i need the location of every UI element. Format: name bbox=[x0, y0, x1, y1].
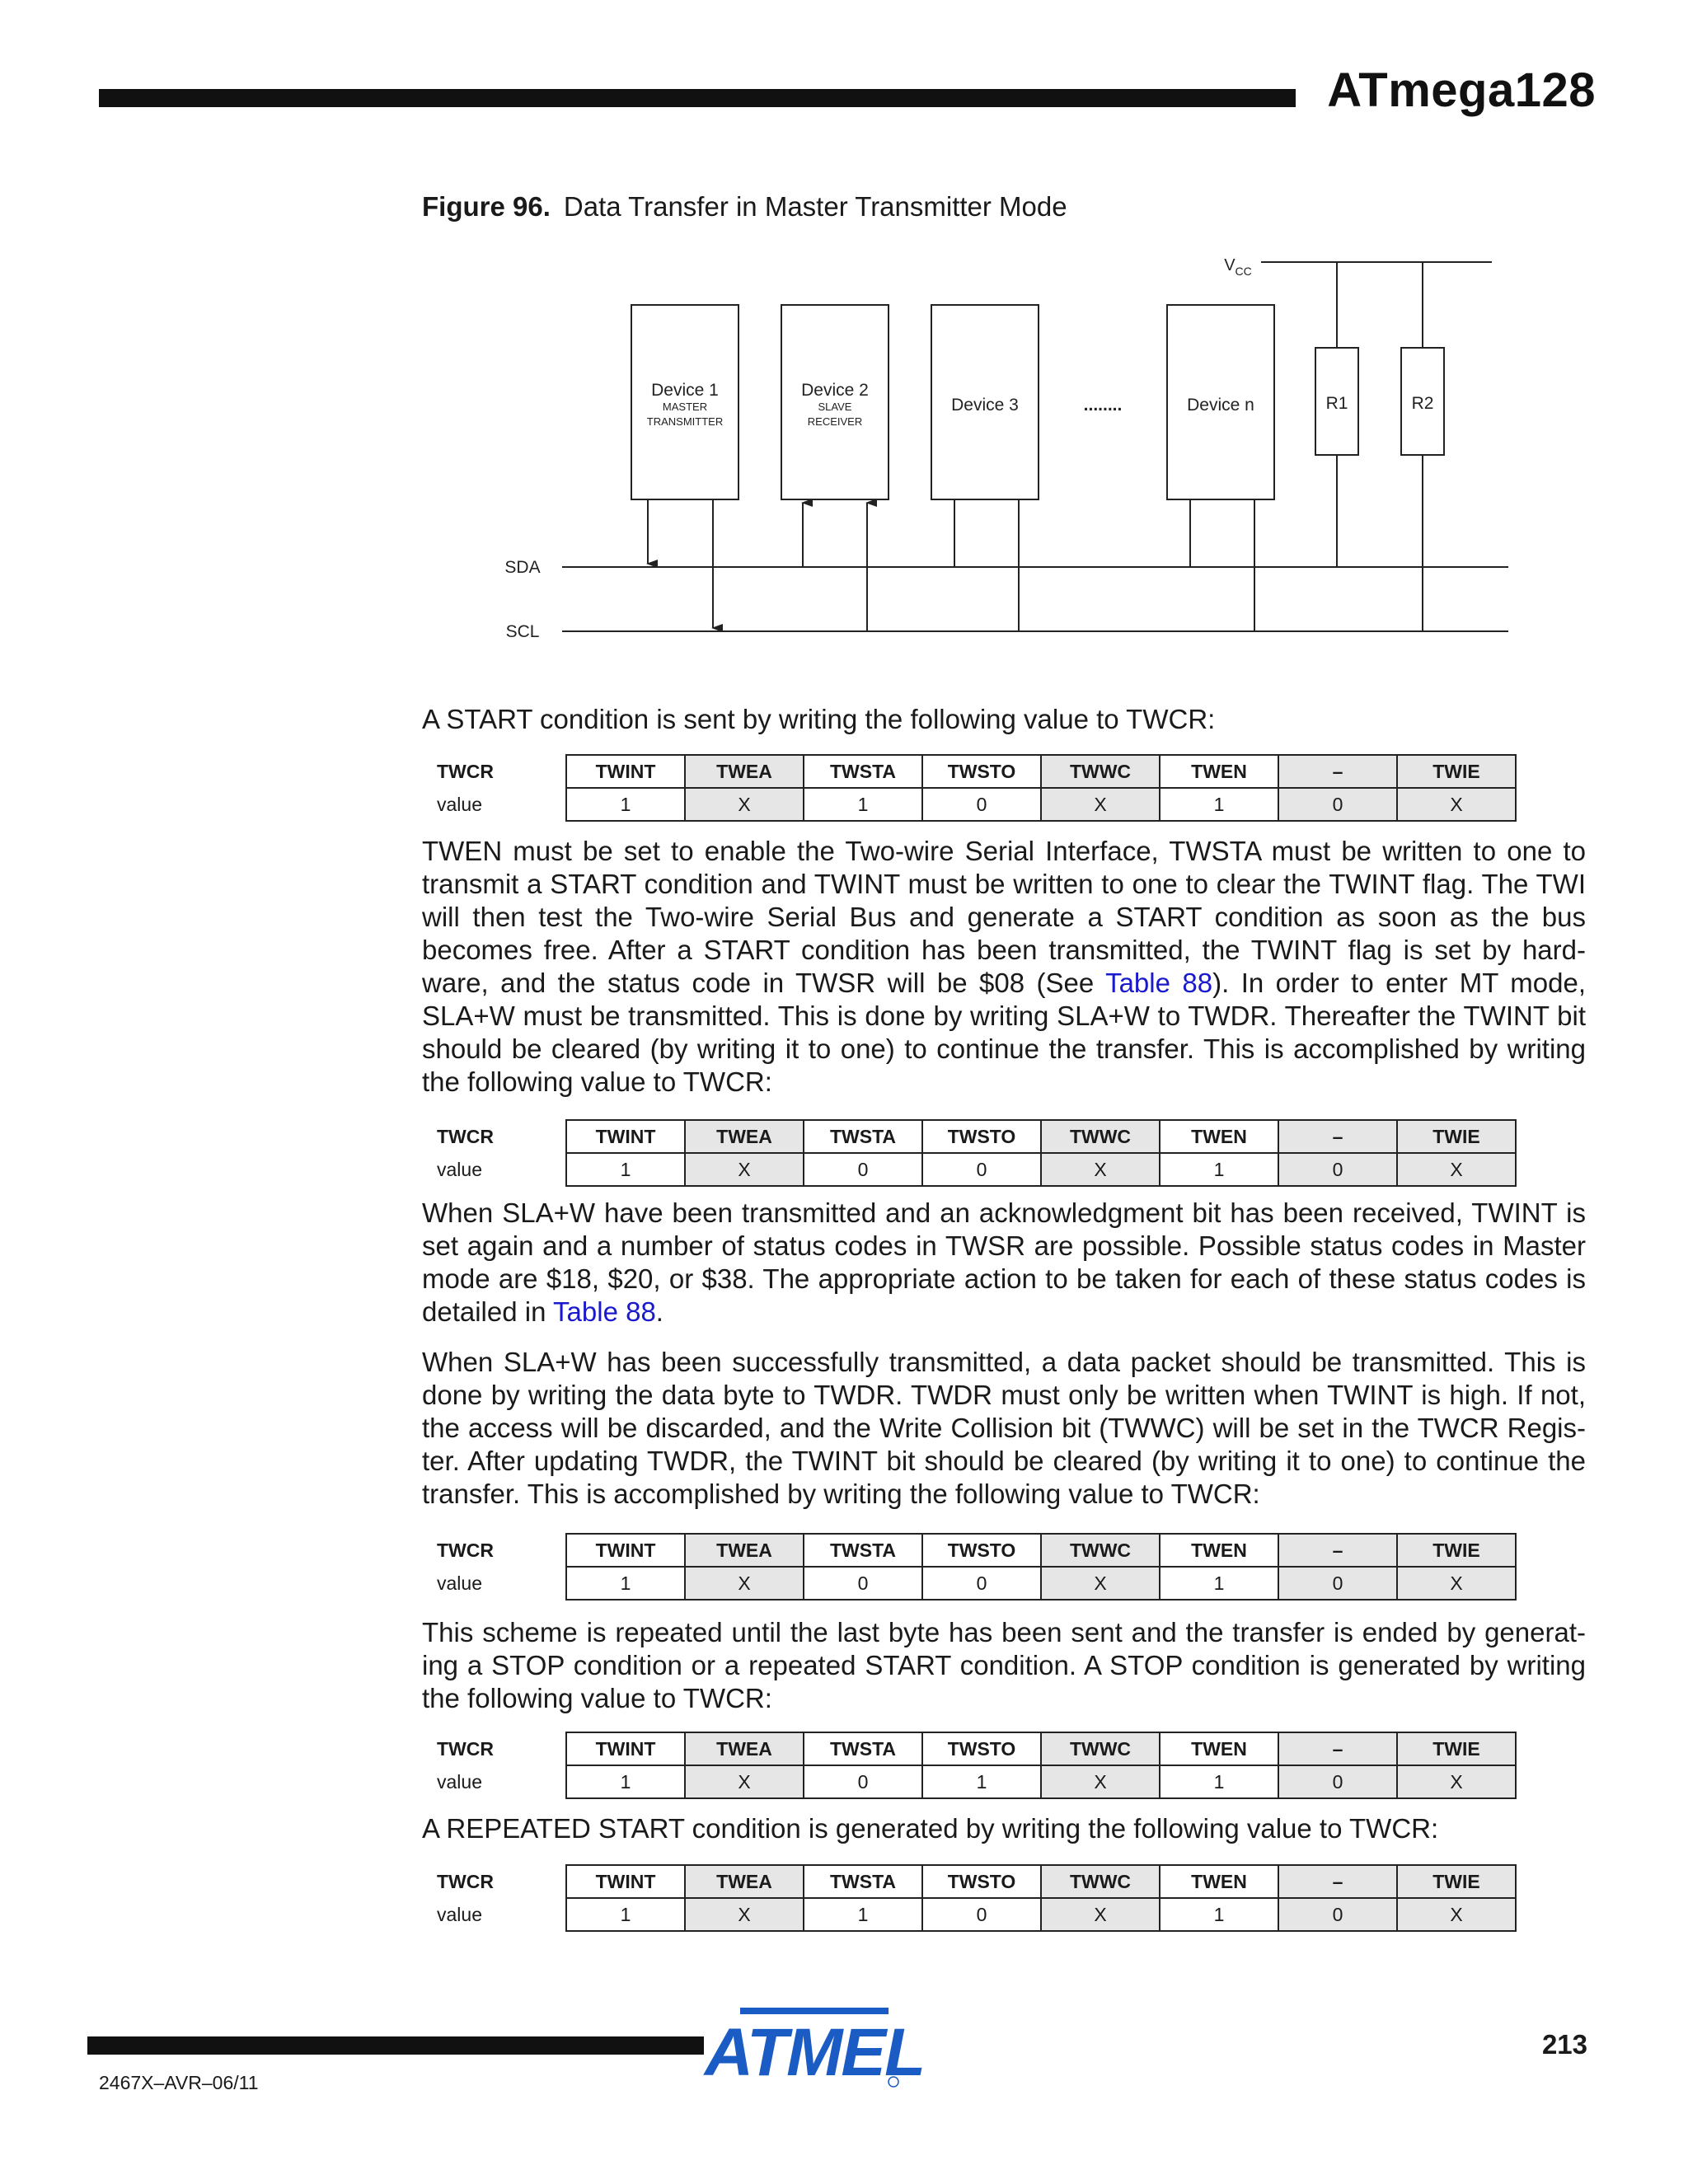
r2-label: R2 bbox=[1411, 394, 1434, 413]
table-88-link[interactable]: Table 88 bbox=[1105, 968, 1213, 998]
col-twie: TWIE bbox=[1397, 1120, 1516, 1153]
cell: 0 bbox=[1278, 1153, 1397, 1186]
text: When SLA+W have been transmitted and an acknowledgment bit has been received, TWINT is set again and a number of status codes in TWSR are possible. Possible status codes in Master mode are $18, $20, or $38. The appropriate action to be taken for each of these status codes is detailed in bbox=[422, 1197, 1586, 1327]
col-twsta: TWSTA bbox=[804, 1534, 922, 1567]
cell: 1 bbox=[1160, 788, 1278, 821]
atmel-logo bbox=[704, 2006, 925, 2090]
col-twea: TWEA bbox=[685, 1534, 804, 1567]
cell: 1 bbox=[804, 788, 922, 821]
col-twwc: TWWC bbox=[1041, 755, 1160, 788]
col-twsto: TWSTO bbox=[922, 755, 1041, 788]
cell: 0 bbox=[922, 1898, 1041, 1931]
cell: 1 bbox=[566, 1898, 685, 1931]
value-label: value bbox=[437, 1770, 482, 1793]
cell: 0 bbox=[804, 1765, 922, 1798]
paragraph-repeated-start: A REPEATED START condition is generated by writing the following value to TWCR: bbox=[422, 1813, 1439, 1844]
device-1-role-2: TRANSMITTER bbox=[646, 415, 724, 428]
device-2-role-2: RECEIVER bbox=[807, 415, 863, 428]
col-twsta: TWSTA bbox=[804, 755, 922, 788]
twi-bus-diagram bbox=[486, 247, 1525, 659]
cell: X bbox=[1397, 1153, 1516, 1186]
paragraph-stop-condition: This scheme is repeated until the last byte has been sent and the transfer is ended by generat-ing a STOP condition or a repeated START condition. A STOP condition is generated by writing the following value to TWCR: bbox=[422, 1617, 1586, 1713]
twcr-table-start bbox=[422, 754, 1517, 822]
col-twie: TWIE bbox=[1397, 755, 1516, 788]
col-twsto: TWSTO bbox=[922, 1732, 1041, 1765]
figure-caption bbox=[422, 191, 1067, 223]
col-twie: TWIE bbox=[1397, 1865, 1516, 1898]
cell: 0 bbox=[1278, 788, 1397, 821]
cell: 1 bbox=[922, 1765, 1041, 1798]
scl-label: SCL bbox=[505, 622, 540, 641]
value-label: value bbox=[437, 1903, 482, 1925]
col-twwc: TWWC bbox=[1041, 1534, 1160, 1567]
col-twint: TWINT bbox=[566, 755, 685, 788]
col-twie: TWIE bbox=[1397, 1732, 1516, 1765]
paragraph-twen bbox=[422, 835, 1586, 1099]
reg-label: TWCR bbox=[437, 760, 494, 782]
col-reserved: – bbox=[1278, 1120, 1397, 1153]
page-number: 213 bbox=[1541, 2029, 1587, 2060]
col-twsta: TWSTA bbox=[804, 1120, 922, 1153]
cell: 1 bbox=[1160, 1765, 1278, 1798]
ellipsis: ........ bbox=[1083, 396, 1123, 415]
col-twsto: TWSTO bbox=[922, 1120, 1041, 1153]
figure-label: Figure 96. bbox=[422, 191, 551, 222]
cell: 0 bbox=[804, 1153, 922, 1186]
col-twen: TWEN bbox=[1160, 1534, 1278, 1567]
cell: 1 bbox=[566, 1765, 685, 1798]
cell: X bbox=[1397, 1567, 1516, 1600]
text: . bbox=[655, 1296, 663, 1327]
col-twsto: TWSTO bbox=[922, 1865, 1041, 1898]
r1-label: R1 bbox=[1325, 394, 1348, 413]
paragraph-data-packet: When SLA+W has been successfully transmitted, a data packet should be transmitted. This is done by writing the data byte to TWDR. TWDR must only be written when TWINT is high. If not, the access will be discarded, and the Write Collision bit (TWWC) will be set in the TWCR Regis-ter. After updating TWDR, the TWINT bit should be cleared (by writing it to one) to continue the transfer. This is accomplished by writing the following value to TWCR: bbox=[422, 1347, 1586, 1509]
cell: X bbox=[685, 788, 804, 821]
cell: 0 bbox=[1278, 1765, 1397, 1798]
reg-label: TWCR bbox=[437, 1539, 494, 1561]
cell: X bbox=[685, 1898, 804, 1931]
col-twsto: TWSTO bbox=[922, 1534, 1041, 1567]
col-twea: TWEA bbox=[685, 755, 804, 788]
cell: 1 bbox=[566, 1153, 685, 1186]
cell: 0 bbox=[922, 1567, 1041, 1600]
twcr-table-sla-w bbox=[422, 1119, 1517, 1187]
col-twint: TWINT bbox=[566, 1534, 685, 1567]
header-rule bbox=[99, 89, 1296, 107]
col-twen: TWEN bbox=[1160, 1732, 1278, 1765]
col-twwc: TWWC bbox=[1041, 1865, 1160, 1898]
paragraph-sla-w-transmitted bbox=[422, 1197, 1586, 1329]
col-twwc: TWWC bbox=[1041, 1732, 1160, 1765]
cell: X bbox=[1397, 1765, 1516, 1798]
twcr-table-stop bbox=[422, 1732, 1517, 1799]
cell: 1 bbox=[566, 1567, 685, 1600]
cell: X bbox=[1397, 1898, 1516, 1931]
cell: X bbox=[1041, 1765, 1160, 1798]
col-reserved: – bbox=[1278, 1534, 1397, 1567]
reg-label: TWCR bbox=[437, 1125, 494, 1147]
col-twea: TWEA bbox=[685, 1120, 804, 1153]
cell: 1 bbox=[566, 788, 685, 821]
paragraph-start-condition: A START condition is sent by writing the following value to TWCR: bbox=[422, 704, 1216, 734]
col-twsta: TWSTA bbox=[804, 1732, 922, 1765]
reg-label: TWCR bbox=[437, 1737, 494, 1760]
col-reserved: – bbox=[1278, 755, 1397, 788]
cell: 0 bbox=[804, 1567, 922, 1600]
value-label: value bbox=[437, 1158, 482, 1180]
col-twwc: TWWC bbox=[1041, 1120, 1160, 1153]
cell: 1 bbox=[1160, 1898, 1278, 1931]
atmel-logo-text: ATMEL bbox=[704, 2015, 925, 2090]
text: TWEN must be set to enable the Two-wire Serial Interface, TWSTA must be written to one to transmit a START condition and TWINT must be written to one to clear the TWINT flag. The TWI will then test the Two-wire Serial Bus and generate a START condition as soon as the bus becomes free. After a START condition has been transmitted, the TWINT flag is set by hard-ware, and the status code in TWSR will be $08 (See bbox=[422, 836, 1586, 998]
cell: 1 bbox=[1160, 1567, 1278, 1600]
cell: X bbox=[685, 1567, 804, 1600]
vcc-label: $V_{CC}$ bbox=[1224, 256, 1252, 278]
cell: X bbox=[1041, 1153, 1160, 1186]
value-label: value bbox=[437, 1572, 482, 1594]
col-twint: TWINT bbox=[566, 1865, 685, 1898]
figure-title: Data Transfer in Master Transmitter Mode bbox=[563, 191, 1067, 222]
cell: 0 bbox=[922, 1153, 1041, 1186]
value-label: value bbox=[437, 793, 482, 815]
cell: X bbox=[1041, 788, 1160, 821]
col-twie: TWIE bbox=[1397, 1534, 1516, 1567]
col-twen: TWEN bbox=[1160, 755, 1278, 788]
cell: X bbox=[1041, 1567, 1160, 1600]
footer-rule bbox=[87, 2036, 704, 2055]
col-twint: TWINT bbox=[566, 1732, 685, 1765]
cell: X bbox=[685, 1153, 804, 1186]
col-twen: TWEN bbox=[1160, 1120, 1278, 1153]
document-title: ATmega128 bbox=[1327, 63, 1596, 117]
cell: 1 bbox=[1160, 1153, 1278, 1186]
cell: 0 bbox=[1278, 1567, 1397, 1600]
col-reserved: – bbox=[1278, 1865, 1397, 1898]
device-1-label: Device 1 bbox=[651, 381, 719, 400]
twcr-table-data bbox=[422, 1533, 1517, 1601]
device-3-label: Device 3 bbox=[951, 396, 1019, 415]
text: ). In order to enter MT mode, SLA+W must be transmitted. This is done by writing SLA+W to TWDR. Thereafter the TWINT bit should be cleared (by writing it to one) to continue the transfer. This is accomplished by writing the following value to TWCR: bbox=[422, 968, 1586, 1097]
cell: 1 bbox=[804, 1898, 922, 1931]
device-n-label: Device n bbox=[1187, 396, 1254, 415]
device-2-label: Device 2 bbox=[801, 381, 869, 400]
cell: 0 bbox=[922, 788, 1041, 821]
cell: X bbox=[1397, 788, 1516, 821]
reg-label: TWCR bbox=[437, 1870, 494, 1892]
col-twint: TWINT bbox=[566, 1120, 685, 1153]
col-twen: TWEN bbox=[1160, 1865, 1278, 1898]
col-twea: TWEA bbox=[685, 1865, 804, 1898]
device-2-role: SLAVE bbox=[818, 401, 852, 413]
cell: X bbox=[1041, 1898, 1160, 1931]
col-reserved: – bbox=[1278, 1732, 1397, 1765]
twcr-table-repeated-start bbox=[422, 1864, 1517, 1932]
document-number: 2467X–AVR–06/11 bbox=[99, 2072, 259, 2093]
table-88-link[interactable]: Table 88 bbox=[553, 1296, 656, 1327]
col-twea: TWEA bbox=[685, 1732, 804, 1765]
cell: 0 bbox=[1278, 1898, 1397, 1931]
sda-label: SDA bbox=[504, 558, 541, 577]
cell: X bbox=[685, 1765, 804, 1798]
device-1-role: MASTER bbox=[662, 401, 708, 413]
col-twsta: TWSTA bbox=[804, 1865, 922, 1898]
